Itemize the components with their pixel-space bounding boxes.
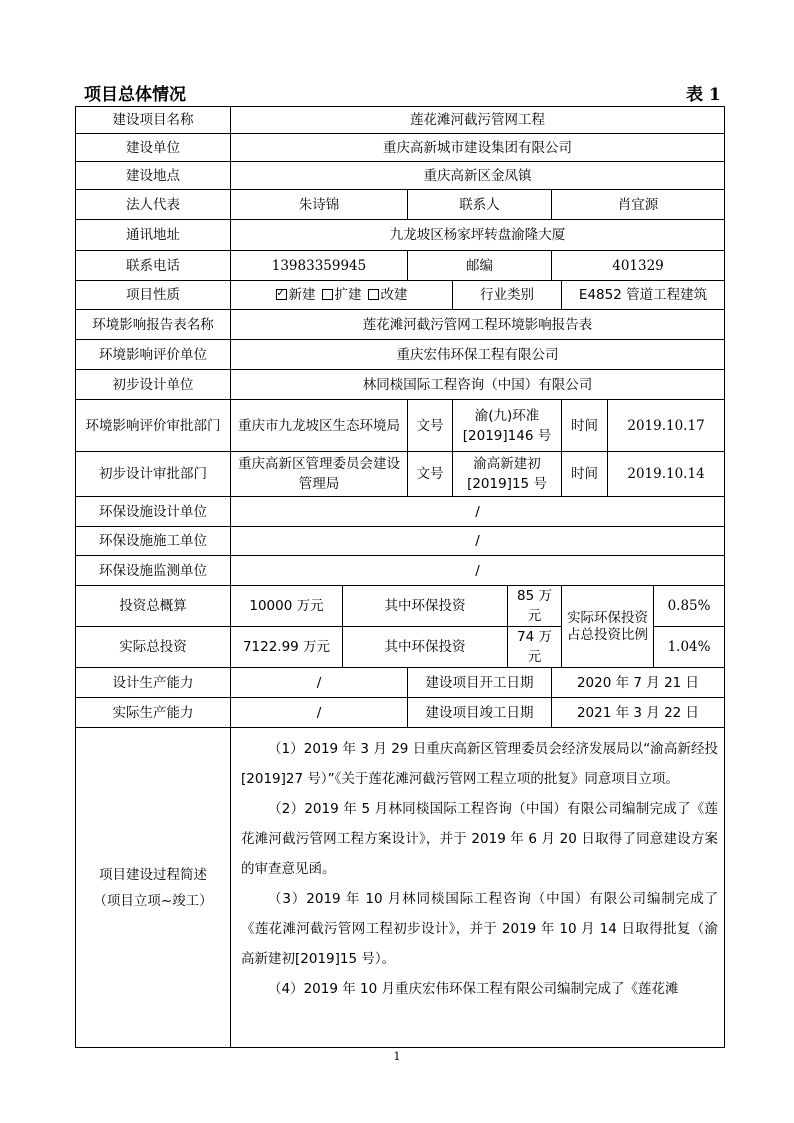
design-capacity-label: 设计生产能力	[76, 668, 231, 698]
table-row	[76, 340, 725, 370]
design-time-label: 时间	[562, 452, 608, 497]
env-ratio-label: 实际环保投资占总投资比例	[562, 586, 654, 668]
invest-est-env-value: 85 万元	[508, 586, 562, 627]
unit-value: 重庆高新城市建设集团有限公司	[231, 134, 725, 162]
location-label: 建设地点	[76, 162, 231, 190]
start-date-label: 建设项目开工日期	[408, 668, 552, 698]
invest-real-env-label: 其中环保投资	[343, 627, 508, 668]
eia-report-value: 莲花滩河截污管网工程环境影响报告表	[231, 310, 725, 340]
table-row	[76, 668, 725, 698]
eia-unit-value: 重庆宏伟环保工程有限公司	[231, 340, 725, 370]
eia-docno-label: 文号	[408, 400, 453, 452]
process-paragraph: （2）2019 年 5 月林同棪国际工程咨询（中国）有限公司编制完成了《莲花滩河截污管网工程方案设计》，并于 2019 年 6 月 20 日取得了同意建设方案的审查意见函。	[241, 801, 719, 877]
eia-approval-label: 环境影响评价审批部门	[76, 400, 231, 452]
page-title: 项目总体情况	[84, 85, 186, 105]
invest-est-label: 投资总概算	[76, 586, 231, 627]
eia-approval-dept: 重庆市九龙坡区生态环境局	[231, 400, 408, 452]
invest-real-label: 实际总投资	[76, 627, 231, 668]
table-row	[76, 190, 725, 220]
design-docno-value: 渝高新建初[2019]15 号	[453, 452, 562, 497]
process-label-line2: （项目立项~竣工）	[93, 892, 213, 909]
option-new: ✓ 新建	[276, 287, 316, 303]
page-number: 1	[393, 1050, 401, 1063]
real-capacity-value: /	[231, 698, 408, 728]
address-value: 九龙坡区杨家坪转盘渝隆大厦	[231, 220, 725, 251]
design-docno-label: 文号	[408, 452, 453, 497]
table-number: 表 1	[686, 85, 721, 105]
table-row	[76, 281, 725, 310]
env-ratio-est-value: 0.85%	[654, 586, 725, 627]
invest-est-env-label: 其中环保投资	[343, 586, 508, 627]
table-row	[76, 370, 725, 400]
design-approval-dept: 重庆高新区管理委员会建设管理局	[231, 452, 408, 497]
phone-value: 13983359945	[231, 251, 408, 281]
process-description	[231, 728, 725, 1048]
contact-label: 联系人	[408, 190, 552, 220]
contact-value: 肖宜源	[552, 190, 725, 220]
industry-label: 行业类别	[453, 281, 562, 310]
table-row	[76, 251, 725, 281]
table-row	[76, 220, 725, 251]
invest-real-env-value: 74 万元	[508, 627, 562, 668]
project-overview-table	[75, 106, 725, 1048]
eia-docno-value: 渝(九)环准[2019]146 号	[453, 400, 562, 452]
table-row	[76, 162, 725, 190]
design-unit-value: 林同棪国际工程咨询（中国）有限公司	[231, 370, 725, 400]
option-rebuild: 改建	[368, 287, 408, 303]
table-row	[76, 527, 725, 556]
design-approval-label: 初步设计审批部门	[76, 452, 231, 497]
postcode-value: 401329	[552, 251, 725, 281]
invest-est-value: 10000 万元	[231, 586, 343, 627]
process-paragraph: （4）2019 年 10 月重庆宏伟环保工程有限公司编制完成了《莲花滩	[268, 981, 679, 997]
option-expand: 扩建	[322, 287, 362, 303]
phone-label: 联系电话	[76, 251, 231, 281]
table-row	[76, 586, 725, 627]
real-capacity-label: 实际生产能力	[76, 698, 231, 728]
invest-real-value: 7122.99 万元	[231, 627, 343, 668]
process-paragraph: （3）2019 年 10 月林同棪国际工程咨询（中国）有限公司编制完成了《莲花滩河截污管网工程初步设计》，并于 2019 年 10 月 14 日取得批复（渝高新建初[2019]15 号）。	[241, 891, 719, 967]
eia-unit-label: 环境影响评价单位	[76, 340, 231, 370]
checkbox-checked-icon	[276, 289, 287, 300]
eia-time-value: 2019.10.17	[608, 400, 725, 452]
project-name-value: 莲花滩河截污管网工程	[231, 107, 725, 134]
design-unit-label: 初步设计单位	[76, 370, 231, 400]
legal-value: 朱诗锦	[231, 190, 408, 220]
table-row	[76, 698, 725, 728]
end-date-label: 建设项目竣工日期	[408, 698, 552, 728]
nature-label: 项目性质	[76, 281, 231, 310]
unit-label: 建设单位	[76, 134, 231, 162]
env-ratio-real-value: 1.04%	[654, 627, 725, 668]
env-build-value: /	[231, 527, 725, 556]
checkbox-empty-icon	[322, 289, 333, 300]
postcode-label: 邮编	[408, 251, 552, 281]
project-name-label: 建设项目名称	[76, 107, 231, 134]
eia-time-label: 时间	[562, 400, 608, 452]
end-date-value: 2021 年 3 月 22 日	[552, 698, 725, 728]
table-row	[76, 728, 725, 1048]
table-row	[76, 134, 725, 162]
env-build-label: 环保设施施工单位	[76, 527, 231, 556]
table-row	[76, 556, 725, 586]
table-row	[76, 497, 725, 527]
legal-label: 法人代表	[76, 190, 231, 220]
table-row	[76, 452, 725, 497]
process-label	[76, 728, 231, 1048]
process-label-line1: 项目建设过程简述	[99, 866, 207, 883]
eia-report-label: 环境影响报告表名称	[76, 310, 231, 340]
design-capacity-value: /	[231, 668, 408, 698]
env-design-label: 环保设施设计单位	[76, 497, 231, 527]
table-row	[76, 107, 725, 134]
env-monitor-label: 环保设施监测单位	[76, 556, 231, 586]
design-time-value: 2019.10.14	[608, 452, 725, 497]
location-value: 重庆高新区金凤镇	[231, 162, 725, 190]
address-label: 通讯地址	[76, 220, 231, 251]
nature-options	[231, 281, 453, 310]
industry-value: E4852 管道工程建筑	[562, 281, 725, 310]
process-paragraph: （1）2019 年 3 月 29 日重庆高新区管理委员会经济发展局以“渝高新经投[2019]27 号）”《关于莲花滩河截污管网工程立项的批复》同意项目立项。	[241, 741, 719, 787]
checkbox-empty-icon	[368, 289, 379, 300]
start-date-value: 2020 年 7 月 21 日	[552, 668, 725, 698]
env-monitor-value: /	[231, 556, 725, 586]
table-row	[76, 310, 725, 340]
env-design-value: /	[231, 497, 725, 527]
table-row	[76, 400, 725, 452]
